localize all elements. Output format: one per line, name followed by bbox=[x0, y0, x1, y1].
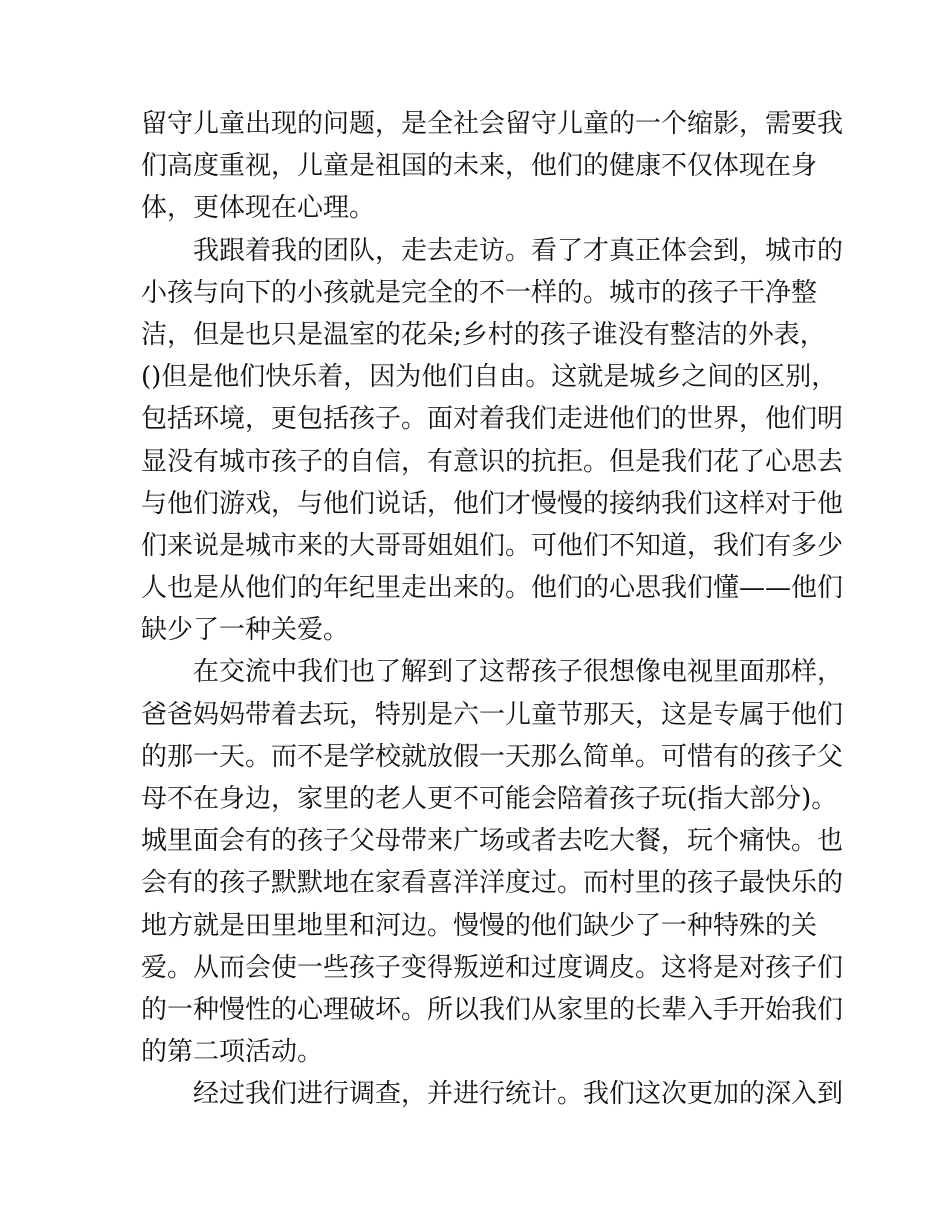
text-line: 体，更体现在心理。 bbox=[141, 193, 376, 224]
document-body bbox=[141, 103, 844, 1116]
text-line: 经过我们进行调查，并进行统计。我们这次更加的深入到 bbox=[193, 1079, 844, 1110]
text-line: 爸爸妈妈带着去玩，特别是六一儿童节那天，这是专属于他们 bbox=[141, 699, 844, 730]
text-line: 地方就是田里地里和河边。慢慢的他们缺少了一种特殊的关 bbox=[141, 910, 818, 941]
text-line: 爱。从而会使一些孩子变得叛逆和过度调皮。这将是对孩子们 bbox=[141, 952, 844, 983]
text-line: ()但是他们快乐着，因为他们自由。这就是城乡之间的区别， bbox=[141, 362, 838, 393]
text-line: 们来说是城市来的大哥哥姐姐们。可他们不知道，我们有多少 bbox=[141, 530, 844, 561]
text-line: 城里面会有的孩子父母带来广场或者去吃大餐，玩个痛快。也 bbox=[141, 826, 844, 857]
text-line: 我跟着我的团队，走去走访。看了才真正体会到，城市的 bbox=[193, 235, 844, 266]
paragraph-3 bbox=[141, 651, 844, 1073]
text-line: 的那一天。而不是学校就放假一天那么简单。可惜有的孩子父 bbox=[141, 741, 844, 772]
text-line: 小孩与向下的小孩就是完全的不一样的。城市的孩子干净整 bbox=[141, 277, 818, 308]
text-line: 显没有城市孩子的自信，有意识的抗拒。但是我们花了心思去 bbox=[141, 446, 844, 477]
text-line: 们高度重视，儿童是祖国的未来，他们的健康不仅体现在身 bbox=[141, 151, 818, 182]
paragraph-2 bbox=[141, 230, 844, 652]
text-line: 人也是从他们的年纪里走出来的。他们的心思我们懂——他们 bbox=[141, 573, 844, 604]
text-line: 在交流中我们也了解到了这帮孩子很想像电视里面那样， bbox=[193, 657, 844, 688]
text-line: 会有的孩子默默地在家看喜洋洋度过。而村里的孩子最快乐的 bbox=[141, 868, 844, 899]
text-line: 母不在身边，家里的老人更不可能会陪着孩子玩(指大部分)。 bbox=[141, 784, 838, 814]
text-line: 洁，但是也只是温室的花朵;乡村的孩子谁没有整洁的外表， bbox=[141, 319, 826, 350]
text-line: 留守儿童出现的问题，是全社会留守儿童的一个缩影，需要我 bbox=[141, 109, 844, 139]
text-line: 的第二项活动。 bbox=[141, 1037, 324, 1068]
text-line: 缺少了一种关爱。 bbox=[141, 615, 350, 646]
paragraph-1 bbox=[141, 103, 844, 230]
text-line: 与他们游戏，与他们说话，他们才慢慢的接纳我们这样对于他 bbox=[141, 488, 844, 519]
text-line: 的一种慢性的心理破坏。所以我们从家里的长辈入手开始我们 bbox=[141, 994, 844, 1025]
paragraph-4 bbox=[141, 1073, 844, 1115]
text-line: 包括环境，更包括孩子。面对着我们走进他们的世界，他们明 bbox=[141, 404, 844, 435]
